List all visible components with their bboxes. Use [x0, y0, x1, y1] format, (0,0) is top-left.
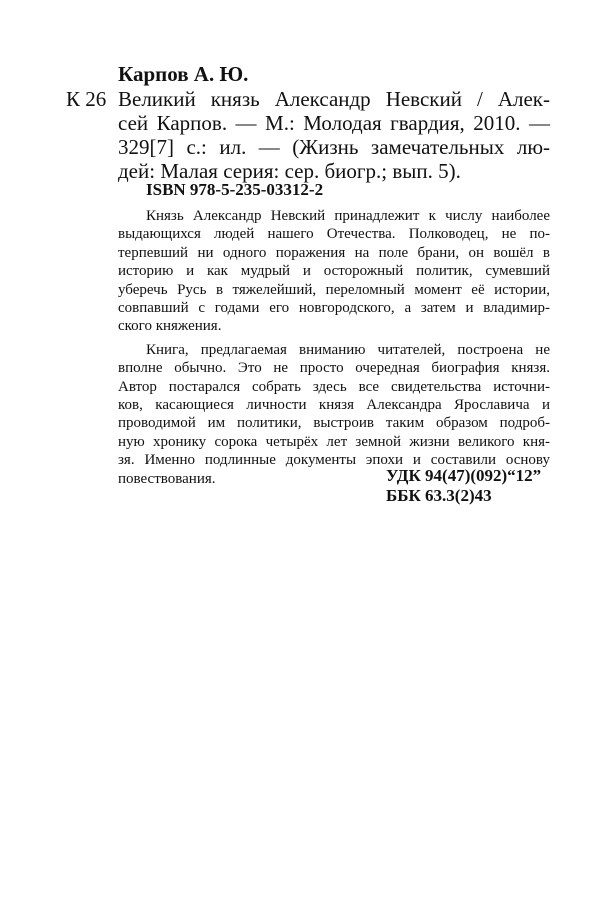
biblio-line: дей: Малая серия: сер. биогр.; вып. 5). — [118, 159, 461, 183]
annotation-line: историю и как мудрый и осторожный политик, сумевший — [118, 263, 550, 280]
annotation-line: ков, касающиеся личности князя Александра Ярославича и — [118, 397, 550, 414]
annotation-line: зя. Именно подлинные документы эпохи и составили основу — [118, 452, 550, 469]
biblio-line: Великий князь Александр Невский / Алек- — [118, 87, 550, 111]
biblio-line: сей Карпов. — М.: Молодая гвардия, 2010. — — [118, 111, 550, 135]
annotation-line: ского княжения. — [118, 318, 222, 335]
bibliographic-description — [118, 87, 550, 183]
classification-indices — [386, 466, 541, 506]
annotation-text — [118, 207, 550, 488]
biblio-line: 329[7] с.: ил. — (Жизнь замечательных лю- — [118, 135, 550, 159]
annotation-line: повествования. — [118, 470, 216, 487]
annotation-line: Князь Александр Невский принадлежит к числу наиболее — [146, 208, 550, 224]
annotation-line: выдающихся людей нашего Отечества. Полководец, не по- — [118, 226, 550, 243]
author-code: К 26 — [66, 87, 107, 111]
annotation-line: терпевший ни одного поражения на поле брани, он вошёл в — [118, 244, 550, 261]
annotation-line: проводимой им политики, выстроив таким образом подроб- — [118, 415, 550, 432]
annotation-line: Книга, предлагаемая вниманию читателей, построена не — [146, 341, 550, 358]
annotation-line: совпавший с годами его новгородского, а затем и владимир- — [118, 300, 550, 317]
udk-index: УДК 94(47)(092)“12” — [386, 466, 542, 485]
bbk-index: ББК 63.3(2)43 — [386, 486, 492, 505]
annotation-line: ную хронику сорока четырёх лет земной жизни великого кня- — [118, 433, 550, 450]
isbn-number: ISBN 978-5-235-03312-2 — [146, 180, 324, 199]
annotation-line: Автор постарался собрать здесь все свидетельства источни- — [118, 378, 550, 395]
author-heading: Карпов А. Ю. — [118, 62, 249, 86]
annotation-line: уберечь Русь в тяжелейший, переломный момент её истории, — [118, 281, 550, 298]
annotation-line: вполне обычно. Это не просто очередная биография князя. — [118, 360, 550, 377]
